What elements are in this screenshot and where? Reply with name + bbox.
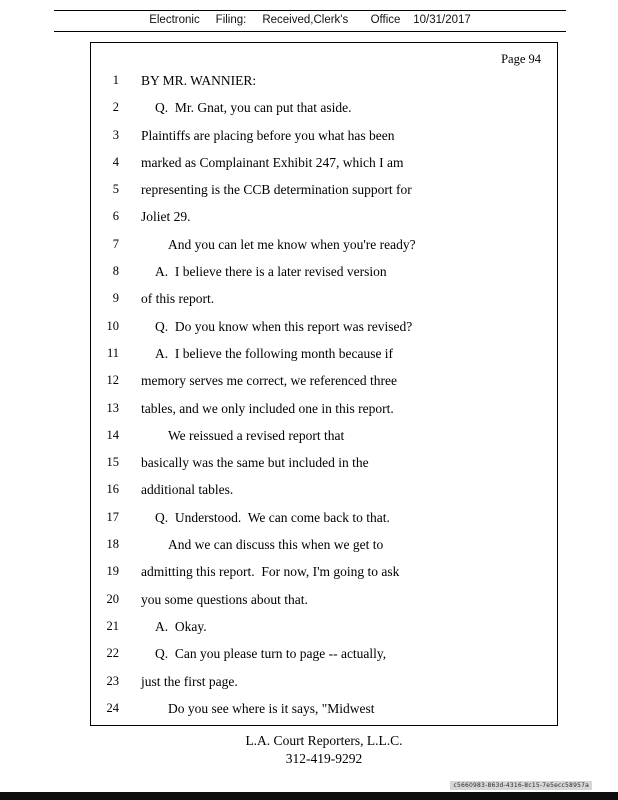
line-text: marked as Complainant Exhibit 247, which I am — [141, 154, 404, 170]
transcript-line — [91, 668, 551, 695]
line-number: 3 — [112, 127, 119, 142]
line-text: A. I believe there is a later revised version — [155, 264, 387, 280]
transcript-line — [91, 613, 551, 640]
line-text: representing is the CCB determination support for — [141, 182, 412, 198]
page-number-label: Page 94 — [501, 52, 541, 66]
transcript-line — [91, 122, 551, 149]
transcript-line — [91, 313, 551, 340]
filing-header — [54, 10, 566, 32]
reporter-phone: 312-419-9292 — [285, 750, 363, 766]
transcript-line — [91, 285, 551, 312]
transcript-line — [91, 449, 551, 476]
line-text: Plaintiffs are placing before you what has been — [141, 127, 395, 143]
line-number: 8 — [112, 264, 119, 279]
line-number: 1 — [112, 73, 119, 87]
line-text: We reissued a revised report that — [168, 427, 345, 443]
transcript-line — [91, 149, 551, 176]
transcript-lines — [91, 67, 551, 722]
line-number: 10 — [106, 318, 119, 333]
line-number: 24 — [106, 700, 119, 715]
line-number: 12 — [106, 373, 119, 388]
line-number: 7 — [112, 236, 119, 251]
line-number: 11 — [106, 345, 119, 360]
transcript-line — [91, 203, 551, 230]
transcript-line — [91, 558, 551, 585]
header-bottom-rule — [54, 31, 566, 32]
line-number: 13 — [106, 400, 119, 415]
line-number: 16 — [106, 482, 119, 497]
line-number: 22 — [106, 646, 119, 661]
reporter-footer — [90, 732, 558, 767]
line-number: 6 — [112, 209, 119, 224]
transcript-line — [91, 395, 551, 422]
line-text: basically was the same but included in the — [141, 455, 369, 471]
line-number: 20 — [106, 591, 119, 606]
line-text: Joliet 29. — [141, 209, 191, 225]
line-number: 23 — [106, 673, 119, 688]
transcript-line — [91, 367, 551, 394]
line-number: 19 — [106, 564, 119, 579]
line-text: And we can discuss this when we get to — [168, 537, 384, 553]
line-text: Q. Mr. Gnat, you can put that aside. — [155, 100, 352, 116]
line-number: 21 — [106, 618, 119, 633]
line-number: 15 — [106, 455, 119, 470]
line-number: 18 — [106, 537, 119, 552]
reporter-name: L.A. Court Reporters, L.L.C. — [245, 733, 403, 748]
transcript-line — [91, 258, 551, 285]
document-id: c5660983-863d-4316-8c15-7e5ecc58957a — [450, 781, 592, 790]
transcript-line — [91, 422, 551, 449]
line-number: 14 — [106, 427, 119, 442]
transcript-sheet — [90, 42, 558, 726]
transcript-line — [91, 504, 551, 531]
transcript-line — [91, 67, 551, 94]
line-text: A. I believe the following month because if — [155, 345, 394, 361]
line-number: 5 — [112, 182, 119, 197]
line-number: 9 — [112, 291, 119, 306]
scan-bottom-bar — [0, 792, 618, 800]
filing-header-text: Electronic Filing: Received,Clerk's Office 10/31/2017 — [149, 14, 471, 26]
line-text: of this report. — [141, 291, 215, 307]
line-text: tables, and we only included one in this report. — [141, 400, 394, 416]
line-number: 4 — [112, 154, 119, 169]
line-text: Q. Can you please turn to page -- actually, — [155, 646, 387, 662]
transcript-line — [91, 695, 551, 722]
line-text: you some questions about that. — [141, 591, 308, 607]
line-text: BY MR. WANNIER: — [141, 73, 257, 88]
transcript-line — [91, 340, 551, 367]
transcript-line — [91, 176, 551, 203]
line-text: admitting this report. For now, I'm going to ask — [141, 564, 400, 580]
line-text: Do you see where is it says, "Midwest — [168, 700, 375, 716]
line-text: A. Okay. — [155, 618, 207, 634]
line-text: Q. Do you know when this report was revised? — [155, 318, 413, 334]
transcript-line — [91, 476, 551, 503]
line-text: just the first page. — [141, 673, 238, 689]
line-number: 17 — [106, 509, 119, 524]
line-text: And you can let me know when you're ready? — [168, 236, 416, 252]
transcript-line — [91, 231, 551, 258]
line-text: memory serves me correct, we referenced three — [141, 373, 397, 389]
transcript-line — [91, 586, 551, 613]
line-number: 2 — [112, 100, 119, 115]
line-text: Q. Understood. We can come back to that. — [155, 509, 390, 525]
line-text: additional tables. — [141, 482, 234, 498]
transcript-line — [91, 531, 551, 558]
transcript-line — [91, 640, 551, 667]
transcript-line — [91, 94, 551, 121]
